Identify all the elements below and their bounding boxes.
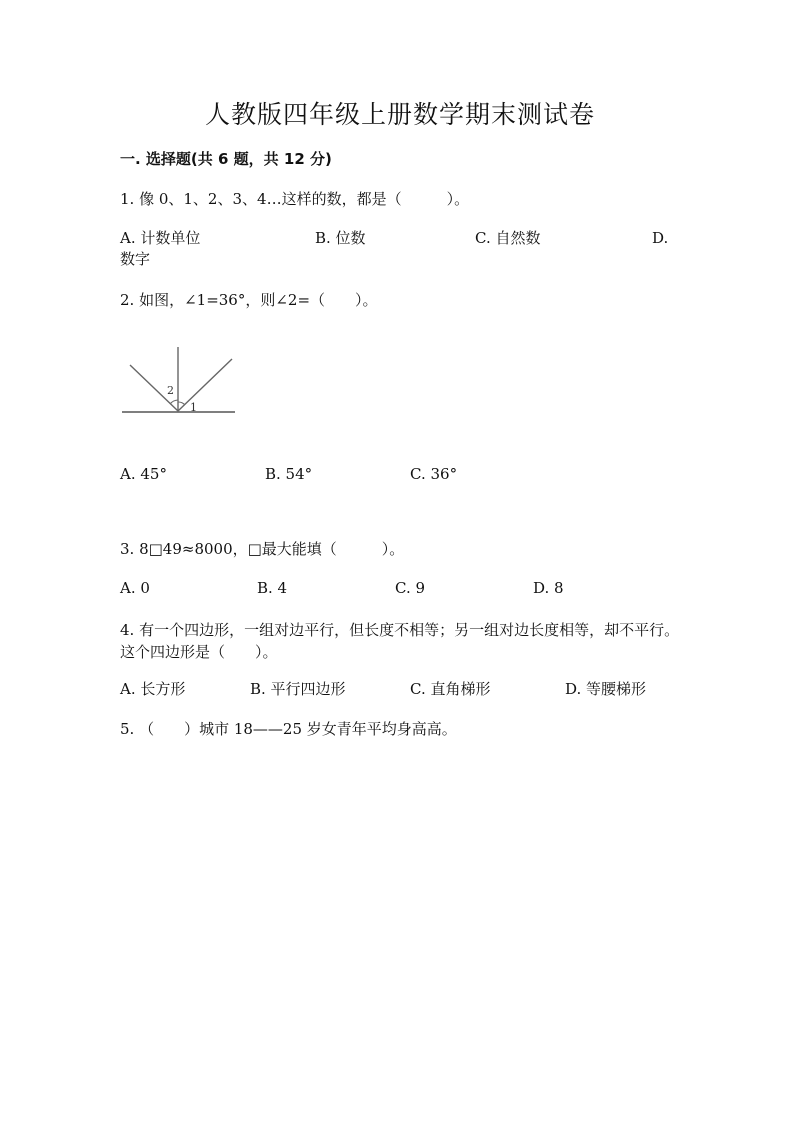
q2-option-a: A. 45° [120, 465, 167, 483]
right-ray [178, 359, 232, 411]
q3-option-a: A. 0 [120, 579, 150, 597]
q1-option-d-wrap: 数字 [120, 250, 151, 268]
q1-option-b: B. 位数 [315, 229, 366, 247]
q4-option-b: B. 平行四边形 [250, 680, 346, 698]
question-3: 3. 8□49≈8000，□最大能填（ ）。 [120, 540, 405, 558]
q2-option-c: C. 36° [410, 465, 458, 483]
q4-option-c: C. 直角梯形 [410, 680, 491, 698]
angle-1-label: 1 [190, 401, 197, 414]
page-title: 人教版四年级上册数学期末测试卷 [204, 100, 595, 129]
q1-option-a: A. 计数单位 [120, 229, 201, 247]
q4-option-d: D. 等腰梯形 [565, 680, 647, 698]
q2-option-b: B. 54° [265, 465, 313, 483]
q4-option-a: A. 长方形 [120, 680, 186, 698]
question-5: 5. （ ）城市 18——25 岁女青年平均身高高。 [120, 720, 457, 738]
angle-2-label: 2 [167, 384, 174, 397]
q1-option-d: D. [652, 229, 669, 247]
q1-option-c: C. 自然数 [475, 229, 541, 247]
q3-option-c: C. 9 [395, 579, 426, 597]
q3-option-b: B. 4 [257, 579, 288, 597]
question-4: 4. 有一个四边形，一组对边平行，但长度不相等；另一组对边长度相等，却不平行。这个四边形是（ ）。 [120, 621, 680, 661]
angle-figure [118, 345, 238, 419]
question-2: 2. 如图，∠1=36°，则∠2=（ ）。 [120, 291, 378, 309]
section-heading: 一. 选择题(共 6 题，共 12 分) [120, 150, 332, 168]
question-1: 1. 像 0、1、2、3、4…这样的数，都是（ ）。 [120, 190, 470, 208]
q3-option-d: D. 8 [533, 579, 564, 597]
angle-1-arc [178, 402, 185, 405]
angle-2-arc [170, 400, 178, 404]
